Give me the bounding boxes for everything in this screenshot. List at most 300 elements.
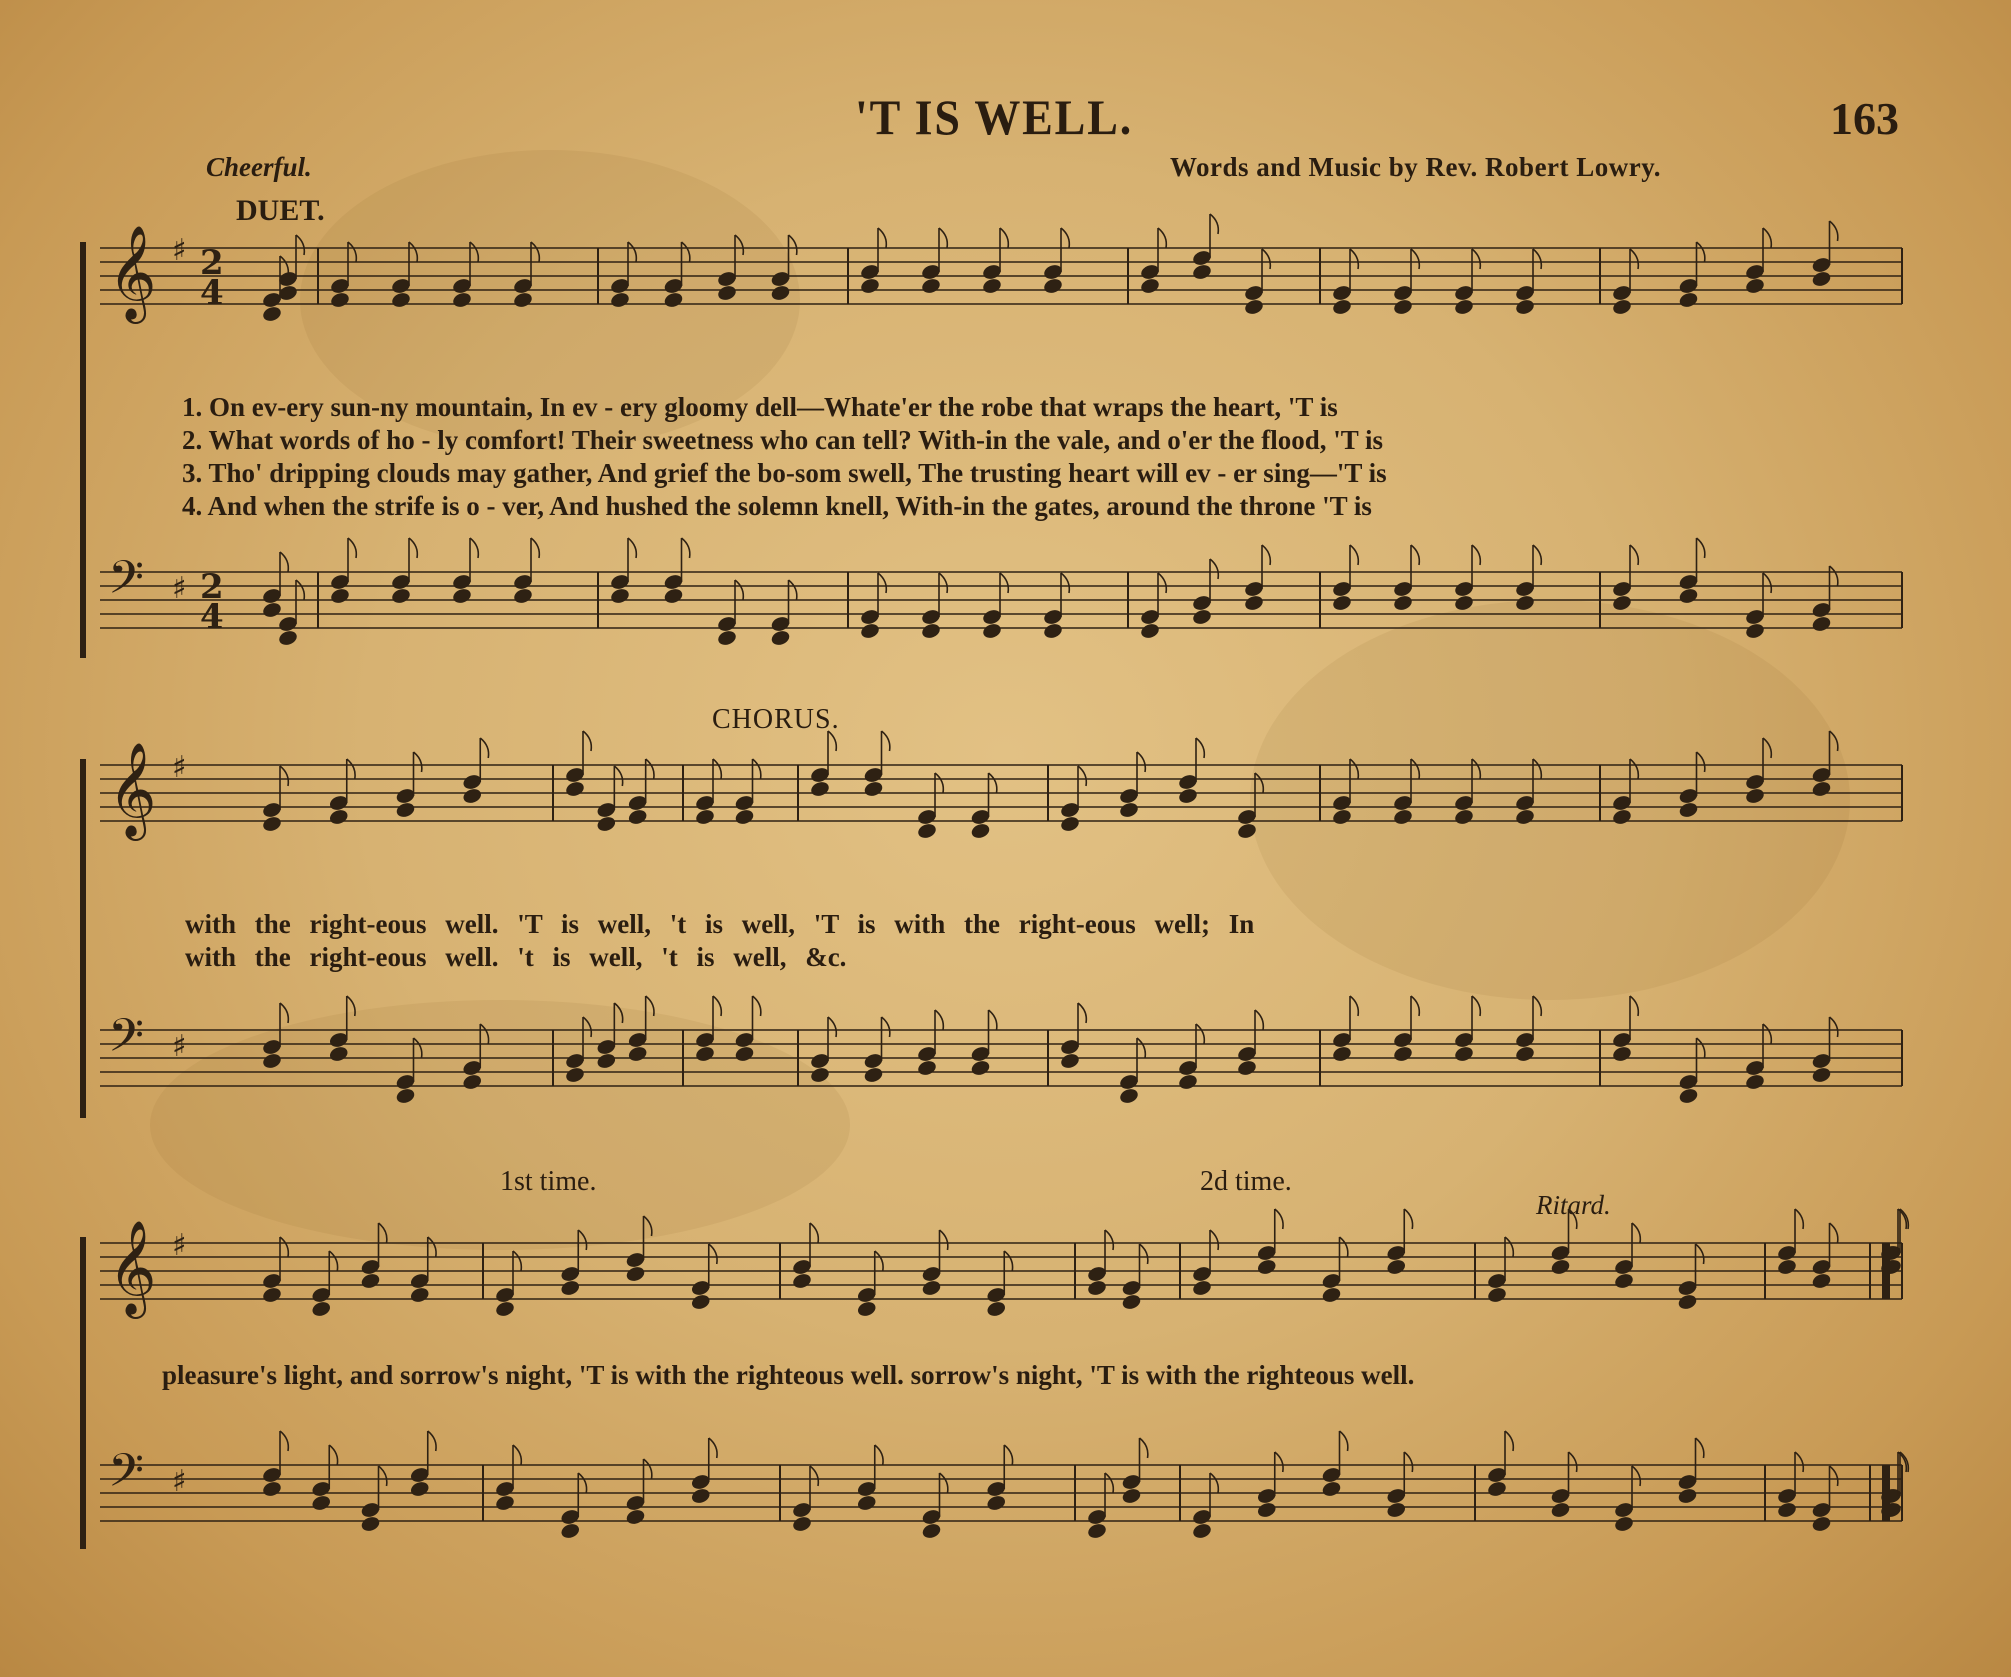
note-flag bbox=[1350, 249, 1358, 269]
note-head bbox=[409, 1286, 430, 1304]
note-flag bbox=[878, 573, 886, 593]
bass-clef-icon: 𝄢 bbox=[108, 1444, 145, 1509]
note-head bbox=[859, 277, 880, 295]
duet-label: DUET. bbox=[236, 194, 325, 227]
note-head bbox=[1321, 1480, 1342, 1498]
note-flag bbox=[1472, 996, 1480, 1016]
note-flag bbox=[1137, 1038, 1145, 1058]
note-flag bbox=[379, 1466, 387, 1486]
time-signature-top: 2 bbox=[200, 243, 224, 283]
note-head bbox=[277, 629, 298, 647]
note-flag bbox=[1350, 545, 1358, 565]
note-head bbox=[916, 822, 937, 840]
note-head bbox=[1243, 298, 1264, 316]
note-flag bbox=[1061, 573, 1069, 593]
note-flag bbox=[810, 1223, 818, 1243]
note-head bbox=[1121, 1487, 1142, 1505]
note-flag bbox=[1830, 221, 1838, 241]
verse-2-lyrics: 2. What words of ho - ly comfort! Their sweetness who can tell? With-in the vale, and o'er the flood, 'T is bbox=[182, 425, 1384, 455]
note-head bbox=[596, 1052, 617, 1070]
note-flag bbox=[935, 773, 943, 793]
note-head bbox=[451, 291, 472, 309]
note-flag bbox=[531, 538, 539, 558]
note-head bbox=[1191, 1522, 1212, 1540]
note-head bbox=[1811, 1066, 1832, 1084]
note-head bbox=[1550, 1258, 1571, 1276]
note-head bbox=[1486, 1480, 1507, 1498]
note-head bbox=[494, 1300, 515, 1318]
note-head bbox=[1744, 1073, 1765, 1091]
note-head bbox=[920, 277, 941, 295]
note-flag bbox=[578, 1230, 586, 1250]
note-flag bbox=[935, 1010, 943, 1030]
note-flag bbox=[614, 766, 622, 786]
note-flag bbox=[1105, 1473, 1113, 1493]
note-head bbox=[921, 1279, 942, 1297]
note-head bbox=[663, 587, 684, 605]
note-head bbox=[1059, 1052, 1080, 1070]
note-flag bbox=[348, 242, 356, 262]
note-flag bbox=[1795, 1452, 1803, 1472]
note-flag bbox=[682, 242, 690, 262]
note-flag bbox=[1533, 759, 1541, 779]
note-head bbox=[1811, 1515, 1832, 1533]
note-head bbox=[311, 1494, 332, 1512]
note-flag bbox=[1533, 545, 1541, 565]
key-signature-sharp: ♯ bbox=[172, 571, 187, 606]
note-flag bbox=[1472, 759, 1480, 779]
note-head bbox=[560, 1522, 581, 1540]
note-flag bbox=[644, 1459, 652, 1479]
note-flag bbox=[753, 996, 761, 1016]
note-head bbox=[564, 780, 585, 798]
note-flag bbox=[828, 1017, 836, 1037]
note-head bbox=[462, 787, 483, 805]
system-brace bbox=[80, 759, 86, 1118]
note-head bbox=[512, 587, 533, 605]
note-head bbox=[1453, 594, 1474, 612]
note-flag bbox=[1196, 738, 1204, 758]
ritard-marking: Ritard. bbox=[1536, 1190, 1611, 1220]
note-head bbox=[663, 291, 684, 309]
note-head bbox=[1386, 1258, 1407, 1276]
treble-clef-icon: 𝄞 bbox=[108, 742, 157, 837]
note-head bbox=[1059, 815, 1080, 833]
note-flag bbox=[409, 538, 417, 558]
note-flag bbox=[1697, 538, 1705, 558]
note-flag bbox=[628, 538, 636, 558]
note-head bbox=[970, 1059, 991, 1077]
note-head bbox=[395, 801, 416, 819]
note-head bbox=[328, 1045, 349, 1063]
note-head bbox=[1042, 622, 1063, 640]
note-head bbox=[770, 629, 791, 647]
note-head bbox=[1744, 622, 1765, 640]
note-flag bbox=[583, 1017, 591, 1037]
note-head bbox=[1086, 1279, 1107, 1297]
note-flag bbox=[347, 996, 355, 1016]
note-flag bbox=[940, 1230, 948, 1250]
note-head bbox=[734, 808, 755, 826]
note-head bbox=[791, 1272, 812, 1290]
note-flag bbox=[329, 1445, 337, 1465]
note-head bbox=[409, 1480, 430, 1498]
note-head bbox=[1611, 808, 1632, 826]
note-head bbox=[1191, 608, 1212, 626]
note-head bbox=[1613, 1272, 1634, 1290]
note-head bbox=[395, 1087, 416, 1105]
note-head bbox=[1392, 1045, 1413, 1063]
note-flag bbox=[1350, 996, 1358, 1016]
note-head bbox=[560, 1279, 581, 1297]
note-flag bbox=[1630, 996, 1638, 1016]
note-flag bbox=[939, 573, 947, 593]
note-flag bbox=[428, 1237, 436, 1257]
chorus-lyrics-1: with the right-eous well. 'T is well, 't is well, 'T is with the right-eous well; In bbox=[185, 909, 1255, 939]
note-head bbox=[1177, 787, 1198, 805]
tempo-marking: Cheerful. bbox=[206, 152, 312, 182]
note-flag bbox=[1275, 1452, 1283, 1472]
key-signature-sharp: ♯ bbox=[172, 1228, 187, 1263]
note-head bbox=[716, 629, 737, 647]
note-head bbox=[1392, 594, 1413, 612]
note-head bbox=[609, 291, 630, 309]
note-flag bbox=[1210, 559, 1218, 579]
note-head bbox=[1139, 277, 1160, 295]
note-flag bbox=[713, 759, 721, 779]
note-head bbox=[1118, 1087, 1139, 1105]
note-head bbox=[981, 622, 1002, 640]
final-lyrics: pleasure's light, and sorrow's night, 'T is with the righteous well. sorrow's night, 'T is with the righteous well. bbox=[162, 1360, 1415, 1390]
note-head bbox=[1677, 1487, 1698, 1505]
note-head bbox=[1678, 1087, 1699, 1105]
note-flag bbox=[1004, 1251, 1012, 1271]
note-head bbox=[1811, 615, 1832, 633]
note-head bbox=[1514, 594, 1535, 612]
note-flag bbox=[789, 235, 797, 255]
note-head bbox=[1811, 1272, 1832, 1290]
note-head bbox=[1678, 587, 1699, 605]
note-head bbox=[360, 1515, 381, 1533]
note-flag bbox=[1795, 1209, 1803, 1229]
note-head bbox=[390, 291, 411, 309]
note-head bbox=[564, 1066, 585, 1084]
note-head bbox=[1386, 1501, 1407, 1519]
bass-clef-icon: 𝄢 bbox=[108, 1009, 145, 1074]
note-head bbox=[625, 1508, 646, 1526]
time-signature-top: 2 bbox=[200, 567, 224, 607]
note-head bbox=[694, 808, 715, 826]
note-flag bbox=[1255, 773, 1263, 793]
note-flag bbox=[1411, 249, 1419, 269]
note-flag bbox=[296, 235, 304, 255]
note-flag bbox=[470, 538, 478, 558]
note-head bbox=[986, 1300, 1007, 1318]
note-flag bbox=[1158, 228, 1166, 248]
note-flag bbox=[810, 1466, 818, 1486]
note-flag bbox=[1830, 1466, 1838, 1486]
note-head bbox=[1613, 1515, 1634, 1533]
note-head bbox=[261, 305, 282, 323]
note-flag bbox=[414, 1038, 422, 1058]
note-flag bbox=[882, 731, 890, 751]
first-ending-label: 1st time. bbox=[500, 1166, 597, 1197]
note-head bbox=[261, 601, 282, 619]
page-number: 163 bbox=[1830, 93, 1899, 144]
note-flag bbox=[1763, 738, 1771, 758]
note-head bbox=[981, 277, 1002, 295]
note-head bbox=[1486, 1286, 1507, 1304]
note-head bbox=[329, 587, 350, 605]
note-flag bbox=[753, 759, 761, 779]
note-head bbox=[596, 815, 617, 833]
note-head bbox=[609, 587, 630, 605]
note-flag bbox=[1340, 1431, 1348, 1451]
note-head bbox=[920, 622, 941, 640]
note-flag bbox=[414, 752, 422, 772]
note-flag bbox=[1275, 1209, 1283, 1229]
note-head bbox=[986, 1494, 1007, 1512]
note-flag bbox=[644, 1216, 652, 1236]
verse-1-lyrics: 1. On ev-ery sun-ny mountain, In ev - ery gloomy dell—Whate'er the robe that wraps the heart, 'T is bbox=[182, 392, 1338, 422]
note-head bbox=[1331, 298, 1352, 316]
note-flag bbox=[939, 228, 947, 248]
note-flag bbox=[878, 228, 886, 248]
note-flag bbox=[1632, 1223, 1640, 1243]
note-flag bbox=[1411, 996, 1419, 1016]
note-head bbox=[1678, 291, 1699, 309]
note-flag bbox=[409, 242, 417, 262]
note-head bbox=[1811, 270, 1832, 288]
note-flag bbox=[513, 1445, 521, 1465]
note-head bbox=[261, 1286, 282, 1304]
note-head bbox=[809, 780, 830, 798]
note-flag bbox=[1696, 1244, 1704, 1264]
system-brace bbox=[80, 242, 86, 658]
note-head bbox=[328, 808, 349, 826]
note-flag bbox=[1140, 1244, 1148, 1264]
treble-clef-icon: 𝄞 bbox=[108, 225, 157, 320]
note-head bbox=[1776, 1258, 1797, 1276]
note-flag bbox=[1411, 759, 1419, 779]
note-flag bbox=[1830, 566, 1838, 586]
note-flag bbox=[280, 1003, 288, 1023]
note-head bbox=[690, 1487, 711, 1505]
note-head bbox=[716, 284, 737, 302]
key-signature-sharp: ♯ bbox=[172, 233, 187, 268]
note-flag bbox=[628, 242, 636, 262]
note-head bbox=[627, 808, 648, 826]
note-head bbox=[311, 1300, 332, 1318]
note-flag bbox=[940, 1473, 948, 1493]
note-head bbox=[1550, 1501, 1571, 1519]
note-flag bbox=[882, 1017, 890, 1037]
note-head bbox=[261, 815, 282, 833]
note-head bbox=[261, 1052, 282, 1070]
note-flag bbox=[280, 1237, 288, 1257]
note-head bbox=[1514, 1045, 1535, 1063]
note-head bbox=[856, 1300, 877, 1318]
note-head bbox=[1191, 1279, 1212, 1297]
note-flag bbox=[513, 1251, 521, 1271]
note-flag bbox=[1262, 545, 1270, 565]
note-flag bbox=[735, 580, 743, 600]
note-flag bbox=[1533, 996, 1541, 1016]
note-flag bbox=[709, 1244, 717, 1264]
note-flag bbox=[1697, 752, 1705, 772]
note-flag bbox=[713, 996, 721, 1016]
note-flag bbox=[1000, 573, 1008, 593]
author-credits: Words and Music by Rev. Robert Lowry. bbox=[1170, 152, 1662, 182]
note-head bbox=[1331, 1045, 1352, 1063]
key-signature-sharp: ♯ bbox=[172, 1464, 187, 1499]
note-flag bbox=[1630, 545, 1638, 565]
note-head bbox=[1321, 1286, 1342, 1304]
note-head bbox=[512, 291, 533, 309]
note-head bbox=[1236, 1059, 1257, 1077]
note-head bbox=[1744, 277, 1765, 295]
note-flag bbox=[709, 1438, 717, 1458]
note-head bbox=[1121, 1293, 1142, 1311]
treble-clef-icon: 𝄞 bbox=[108, 1220, 157, 1315]
second-ending-label: 2d time. bbox=[1200, 1166, 1292, 1197]
note-head bbox=[1744, 787, 1765, 805]
note-head bbox=[451, 587, 472, 605]
note-head bbox=[856, 1494, 877, 1512]
note-head bbox=[1177, 1073, 1198, 1091]
hymn-title: 'T IS WELL. bbox=[855, 89, 1134, 145]
note-flag bbox=[1210, 214, 1218, 234]
note-flag bbox=[735, 235, 743, 255]
note-flag bbox=[1158, 573, 1166, 593]
note-flag bbox=[280, 552, 288, 572]
note-head bbox=[916, 1059, 937, 1077]
note-head bbox=[494, 1494, 515, 1512]
note-head bbox=[329, 291, 350, 309]
note-flag bbox=[1569, 1209, 1577, 1229]
note-flag bbox=[1078, 766, 1086, 786]
note-flag bbox=[989, 773, 997, 793]
note-head bbox=[1514, 298, 1535, 316]
note-head bbox=[1611, 1045, 1632, 1063]
note-flag bbox=[1830, 1223, 1838, 1243]
note-flag bbox=[1697, 1038, 1705, 1058]
note-flag bbox=[1533, 249, 1541, 269]
note-flag bbox=[1262, 249, 1270, 269]
note-flag bbox=[531, 242, 539, 262]
note-head bbox=[627, 1045, 648, 1063]
note-flag bbox=[1696, 1438, 1704, 1458]
note-flag bbox=[1140, 1438, 1148, 1458]
note-head bbox=[770, 284, 791, 302]
note-flag bbox=[1255, 1010, 1263, 1030]
note-flag bbox=[1350, 759, 1358, 779]
note-flag bbox=[682, 538, 690, 558]
note-head bbox=[360, 1272, 381, 1290]
note-head bbox=[1256, 1501, 1277, 1519]
note-flag bbox=[614, 1003, 622, 1023]
note-head bbox=[1453, 298, 1474, 316]
time-signature-bottom: 4 bbox=[200, 597, 224, 637]
note-flag bbox=[1632, 1466, 1640, 1486]
note-flag bbox=[1763, 1024, 1771, 1044]
note-head bbox=[1392, 808, 1413, 826]
note-head bbox=[690, 1293, 711, 1311]
note-flag bbox=[470, 242, 478, 262]
note-head bbox=[921, 1522, 942, 1540]
note-head bbox=[462, 1073, 483, 1091]
note-flag bbox=[1763, 228, 1771, 248]
note-flag bbox=[583, 731, 591, 751]
note-head bbox=[863, 1066, 884, 1084]
note-head bbox=[1331, 594, 1352, 612]
note-head bbox=[1392, 298, 1413, 316]
note-flag bbox=[578, 1473, 586, 1493]
final-barline bbox=[1882, 1465, 1890, 1521]
note-head bbox=[1243, 594, 1264, 612]
note-flag bbox=[1830, 1017, 1838, 1037]
note-head bbox=[625, 1265, 646, 1283]
note-flag bbox=[1505, 1431, 1513, 1451]
note-flag bbox=[1830, 731, 1838, 751]
note-flag bbox=[1404, 1209, 1412, 1229]
note-head bbox=[1678, 801, 1699, 819]
note-head bbox=[1776, 1501, 1797, 1519]
note-flag bbox=[1340, 1237, 1348, 1257]
note-head bbox=[694, 1045, 715, 1063]
note-flag bbox=[1630, 249, 1638, 269]
note-flag bbox=[1569, 1452, 1577, 1472]
note-flag bbox=[1505, 1237, 1513, 1257]
note-flag bbox=[1630, 759, 1638, 779]
verse-4-lyrics: 4. And when the strife is o - ver, And hushed the solemn knell, With-in the gates, around the throne 'T is bbox=[182, 491, 1372, 521]
note-head bbox=[1677, 1293, 1698, 1311]
note-head bbox=[1191, 263, 1212, 281]
note-flag bbox=[280, 766, 288, 786]
note-head bbox=[1453, 1045, 1474, 1063]
note-head bbox=[1086, 1522, 1107, 1540]
note-flag bbox=[1411, 545, 1419, 565]
note-flag bbox=[646, 996, 654, 1016]
note-flag bbox=[789, 580, 797, 600]
note-flag bbox=[1078, 1003, 1086, 1023]
verse-3-lyrics: 3. Tho' dripping clouds may gather, And grief the bo-som swell, The trusting heart will ev - er sing—'T is bbox=[182, 458, 1387, 488]
note-head bbox=[1118, 801, 1139, 819]
note-flag bbox=[280, 1431, 288, 1451]
note-flag bbox=[296, 580, 304, 600]
note-flag bbox=[379, 1223, 387, 1243]
note-flag bbox=[875, 1251, 883, 1271]
note-flag bbox=[1000, 228, 1008, 248]
note-head bbox=[261, 1480, 282, 1498]
final-barline bbox=[1882, 1243, 1890, 1299]
note-head bbox=[1514, 808, 1535, 826]
key-signature-sharp: ♯ bbox=[172, 1029, 187, 1064]
note-head bbox=[734, 1045, 755, 1063]
note-flag bbox=[646, 759, 654, 779]
note-flag bbox=[1763, 573, 1771, 593]
note-flag bbox=[428, 1431, 436, 1451]
note-head bbox=[863, 780, 884, 798]
note-flag bbox=[875, 1445, 883, 1465]
note-flag bbox=[1210, 1230, 1218, 1250]
bass-clef-icon: 𝄢 bbox=[108, 551, 145, 616]
note-head bbox=[791, 1515, 812, 1533]
note-flag bbox=[1472, 545, 1480, 565]
note-flag bbox=[1472, 249, 1480, 269]
note-flag bbox=[1697, 242, 1705, 262]
note-flag bbox=[480, 1024, 488, 1044]
